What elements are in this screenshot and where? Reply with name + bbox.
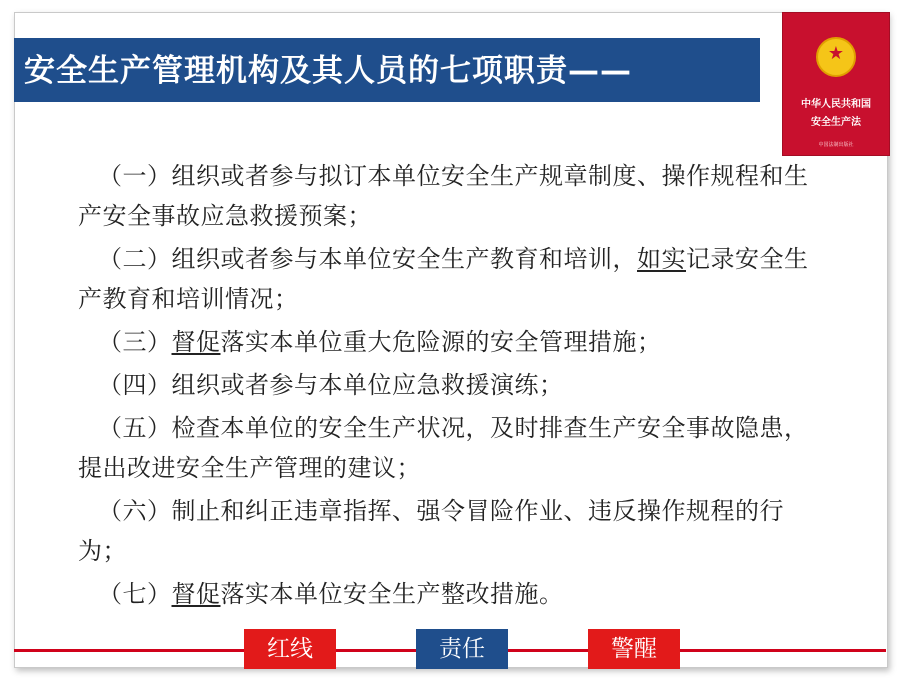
duty-item-4 [78, 365, 818, 405]
duty-5-text: （五）检查本单位的安全生产状况，及时排查生产安全事故隐患，提出改进安全生产管理的建议； [78, 414, 809, 482]
law-book-cover [782, 12, 890, 156]
footer-tag-redline: 红线 [244, 629, 336, 669]
duty-item-7 [78, 574, 818, 614]
duty-7-text: （七） [98, 580, 172, 608]
duty-item-3 [78, 322, 818, 362]
star-icon: ★ [827, 43, 845, 64]
footer-tag-responsibility: 责任 [416, 629, 508, 669]
slide-title: 安全生产管理机构及其人员的七项职责—— [24, 53, 632, 89]
duty-3-text: （三） [98, 328, 172, 356]
national-emblem-icon [816, 37, 856, 77]
duty-3-underlined: 督促 [171, 328, 221, 356]
book-title-line1: 中华人民共和国 [801, 99, 871, 110]
footer-tag-alert: 警醒 [588, 629, 680, 669]
duty-4-text: （四）组织或者参与本单位应急救援演练； [98, 371, 564, 399]
duty-item-5 [78, 408, 818, 488]
duty-7-underlined: 督促 [171, 580, 221, 608]
duty-7-text-end: 落实本单位安全生产整改措施。 [220, 580, 564, 608]
duty-1-text: （一）组织或者参与拟订本单位安全生产规章制度、操作规程和生产安全事故应急救援预案； [78, 162, 809, 230]
duty-item-6 [78, 491, 818, 571]
duty-item-2 [78, 239, 818, 319]
duty-2-underlined: 如实 [637, 245, 686, 273]
duty-6-text: （六）制止和纠正违章指挥、强令冒险作业、违反操作规程的行为； [78, 497, 784, 565]
duties-list [78, 156, 818, 617]
duty-3-text-end: 落实本单位重大危险源的安全管理措施； [220, 328, 662, 356]
duty-2-text: （二）组织或者参与本单位安全生产教育和培训， [98, 245, 637, 273]
book-title-line2: 安全生产法 [811, 117, 861, 128]
duty-item-1 [78, 156, 818, 236]
duty-2-text-end: 记录安全生产教育和培训情况； [78, 245, 809, 313]
book-publisher: 中国法制出版社 [818, 142, 854, 148]
